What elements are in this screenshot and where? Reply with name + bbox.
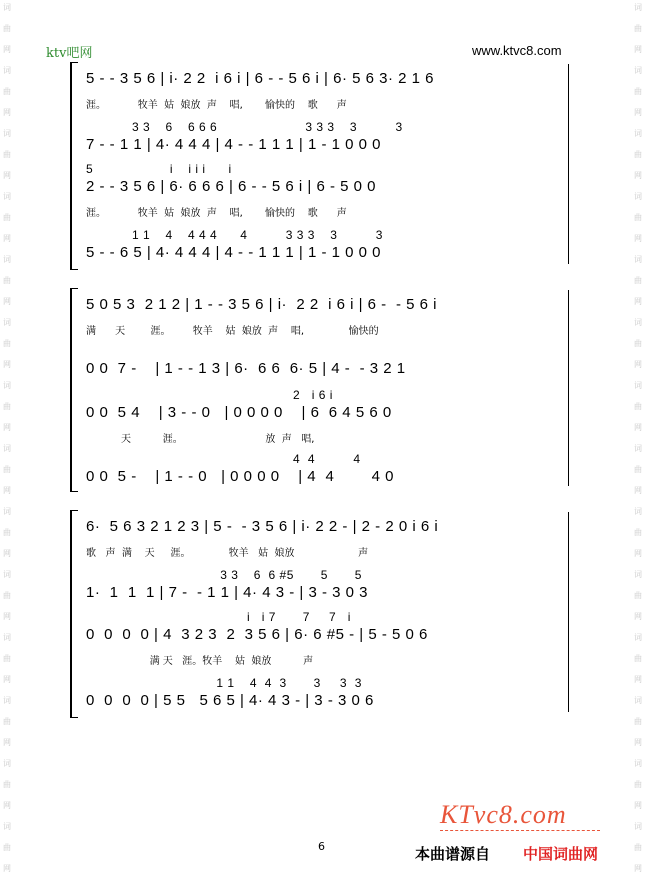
- watermark-char: 网: [634, 171, 642, 180]
- harmony-upper-4: 2 i 6 i: [86, 388, 333, 402]
- watermark-char: 曲: [634, 528, 642, 537]
- watermark-char: 网: [634, 612, 642, 621]
- watermark-char: 词: [634, 444, 642, 453]
- score-system-1: [70, 62, 570, 272]
- watermark-char: 曲: [3, 528, 11, 537]
- harmony-upper-5: 4 4 4: [86, 452, 361, 466]
- site-name-left: ktv吧网: [46, 46, 93, 61]
- watermark-char: 网: [634, 360, 642, 369]
- lyric-line-5: 歌 声 满 天 涯。 牧羊 姑 娘放 声: [86, 548, 369, 559]
- watermark-char: 网: [634, 738, 642, 747]
- watermark-char: 曲: [634, 591, 642, 600]
- bass-staff-2: 0 0 5 - | 1 - - 0 | 0 0 0 0 | 4 4 4 0: [86, 468, 394, 485]
- watermark-char: 曲: [634, 654, 642, 663]
- watermark-char: 曲: [634, 24, 642, 33]
- watermark-char: 词: [3, 759, 11, 768]
- watermark-char: 曲: [3, 654, 11, 663]
- watermark-char: 词: [3, 696, 11, 705]
- watermark-char: 词: [634, 129, 642, 138]
- watermark-char: 词: [634, 381, 642, 390]
- watermark-char: 网: [3, 297, 11, 306]
- harmony-upper-3: 1 1 4 4 4 4 4 3 3 3 3 3: [86, 228, 383, 242]
- lyric-line-4: 天 涯。 放 声 唱,: [86, 434, 315, 445]
- watermark-char: 词: [634, 66, 642, 75]
- watermark-char: 网: [634, 549, 642, 558]
- alto-staff-2: 0 0 7 - | 1 - - 1 3 | 6· 6 6 6· 5 | 4 - - 3 2 1: [86, 360, 406, 377]
- watermark-char: 词: [3, 3, 11, 12]
- watermark-char: 词: [3, 381, 11, 390]
- system-bracket: [70, 62, 78, 270]
- melody-staff-2: 5 0 5 3 2 1 2 | 1 - - 3 5 6 | i· 2 2 i 6 i | 6 - - 5 6 i: [86, 296, 438, 313]
- watermark-char: 网: [634, 864, 642, 873]
- end-barline: [568, 290, 569, 486]
- watermark-char: 曲: [634, 717, 642, 726]
- watermark-char: 曲: [634, 339, 642, 348]
- watermark-char: 曲: [634, 843, 642, 852]
- watermark-char: 网: [634, 297, 642, 306]
- watermark-char: 词: [3, 129, 11, 138]
- watermark-char: 曲: [3, 591, 11, 600]
- ktvc8-logo: KTvc8.com: [440, 800, 567, 829]
- logo-underline: [440, 830, 600, 831]
- watermark-char: 网: [3, 486, 11, 495]
- source-label: 本曲谱源自: [415, 845, 491, 863]
- watermark-char: 网: [3, 675, 11, 684]
- watermark-char: 曲: [3, 339, 11, 348]
- watermark-char: 曲: [634, 780, 642, 789]
- score-system-3: [70, 510, 570, 720]
- page-number: 6: [318, 840, 325, 853]
- watermark-char: 曲: [3, 780, 11, 789]
- watermark-char: 曲: [634, 213, 642, 222]
- melody-staff-1: 5 - - 3 5 6 | i· 2 2 i 6 i | 6 - - 5 6 i | 6· 5 6 3· 2 1 6: [86, 70, 434, 87]
- watermark-char: 网: [3, 171, 11, 180]
- harmony-upper-8: 1 1 4 4 3 3 3 3: [86, 676, 362, 690]
- watermark-char: 网: [634, 234, 642, 243]
- watermark-char: 网: [3, 45, 11, 54]
- watermark-char: 词: [634, 633, 642, 642]
- watermark-char: 网: [3, 360, 11, 369]
- alto-staff-3: 1· 1 1 1 | 7 - - 1 1 | 4· 4 3 - | 3 - 3 0 3: [86, 584, 368, 601]
- watermark-char: 曲: [634, 402, 642, 411]
- watermark-char: 曲: [3, 717, 11, 726]
- harmony-upper-7: i i 7 7 7 i: [86, 610, 351, 624]
- watermark-char: 网: [634, 675, 642, 684]
- watermark-char: 网: [634, 801, 642, 810]
- watermark-char: 网: [3, 738, 11, 747]
- harmony-upper-2: 5 i i i i i: [86, 162, 232, 176]
- watermark-char: 曲: [3, 150, 11, 159]
- watermark-char: 曲: [634, 150, 642, 159]
- watermark-char: 曲: [634, 276, 642, 285]
- watermark-char: 词: [3, 444, 11, 453]
- watermark-char: 词: [634, 318, 642, 327]
- lyric-line-2: 涯。 牧羊 姑 娘放 声 唱, 愉快的 歌 声: [86, 208, 347, 219]
- harmony-upper-6: 3 3 6 6 #5 5 5: [86, 568, 362, 582]
- alto-staff-1: 7 - - 1 1 | 4· 4 4 4 | 4 - - 1 1 1 | 1 - 1 0 0 0: [86, 136, 381, 153]
- end-barline: [568, 64, 569, 264]
- watermark-char: 网: [634, 423, 642, 432]
- watermark-char: 词: [3, 633, 11, 642]
- watermark-char: 曲: [3, 276, 11, 285]
- watermark-char: 词: [634, 570, 642, 579]
- watermark-char: 网: [3, 423, 11, 432]
- watermark-char: 词: [634, 696, 642, 705]
- watermark-char: 词: [3, 507, 11, 516]
- lyric-line-6: 满 天 涯。牧羊 姑 娘放 声: [86, 656, 314, 667]
- watermark-char: 词: [3, 822, 11, 831]
- tenor-staff-1: 2 - - 3 5 6 | 6· 6 6 6 | 6 - - 5 6 i | 6 - 5 0 0: [86, 178, 376, 195]
- watermark-char: 网: [3, 864, 11, 873]
- watermark-char: 网: [3, 234, 11, 243]
- watermark-char: 网: [634, 108, 642, 117]
- watermark-char: 网: [3, 108, 11, 117]
- bass-staff-1: 5 - - 6 5 | 4· 4 4 4 | 4 - - 1 1 1 | 1 - 1 0 0 0: [86, 244, 381, 261]
- watermark-char: 词: [634, 759, 642, 768]
- left-watermark-strip: [0, 0, 14, 891]
- watermark-char: 曲: [3, 87, 11, 96]
- end-barline: [568, 512, 569, 712]
- watermark-char: 曲: [3, 213, 11, 222]
- watermark-char: 曲: [634, 465, 642, 474]
- site-url-right: www.ktvc8.com: [472, 43, 562, 58]
- watermark-char: 网: [3, 612, 11, 621]
- watermark-char: 网: [634, 486, 642, 495]
- watermark-char: 网: [3, 801, 11, 810]
- watermark-char: 词: [3, 255, 11, 264]
- bass-staff-3: 0 0 0 0 | 5 5 5 6 5 | 4· 4 3 - | 3 - 3 0 6: [86, 692, 374, 709]
- watermark-char: 词: [634, 192, 642, 201]
- watermark-char: 曲: [3, 843, 11, 852]
- lyric-line-1: 涯。 牧羊 姑 娘放 声 唱, 愉快的 歌 声: [86, 100, 347, 111]
- watermark-char: 词: [3, 192, 11, 201]
- watermark-char: 词: [634, 3, 642, 12]
- harmony-upper-1: 3 3 6 6 6 6 3 3 3 3 3: [86, 120, 403, 134]
- watermark-char: 曲: [3, 465, 11, 474]
- watermark-char: 词: [634, 255, 642, 264]
- score-system-2: [70, 288, 570, 494]
- tenor-staff-2: 0 0 5 4 | 3 - - 0 | 0 0 0 0 | 6 6 4 5 6 0: [86, 404, 392, 421]
- watermark-char: 词: [3, 318, 11, 327]
- watermark-char: 曲: [3, 402, 11, 411]
- system-bracket: [70, 510, 78, 718]
- watermark-char: 网: [634, 45, 642, 54]
- watermark-char: 网: [3, 549, 11, 558]
- system-bracket: [70, 288, 78, 492]
- right-watermark-strip: [631, 0, 645, 891]
- watermark-char: 词: [3, 570, 11, 579]
- lyric-line-3: 满 天 涯。 牧羊 姑 娘放 声 唱, 愉快的: [86, 326, 379, 337]
- source-site-name: 中国词曲网: [523, 845, 599, 863]
- tenor-staff-3: 0 0 0 0 | 4 3 2 3 2 3 5 6 | 6· 6 #5 - | 5 - 5 0 6: [86, 626, 428, 643]
- watermark-char: 词: [3, 66, 11, 75]
- melody-staff-3: 6· 5 6 3 2 1 2 3 | 5 - - 3 5 6 | i· 2 2 - | 2 - 2 0 i 6 i: [86, 518, 439, 535]
- watermark-char: 曲: [3, 24, 11, 33]
- watermark-char: 词: [634, 507, 642, 516]
- watermark-char: 词: [634, 822, 642, 831]
- watermark-char: 曲: [634, 87, 642, 96]
